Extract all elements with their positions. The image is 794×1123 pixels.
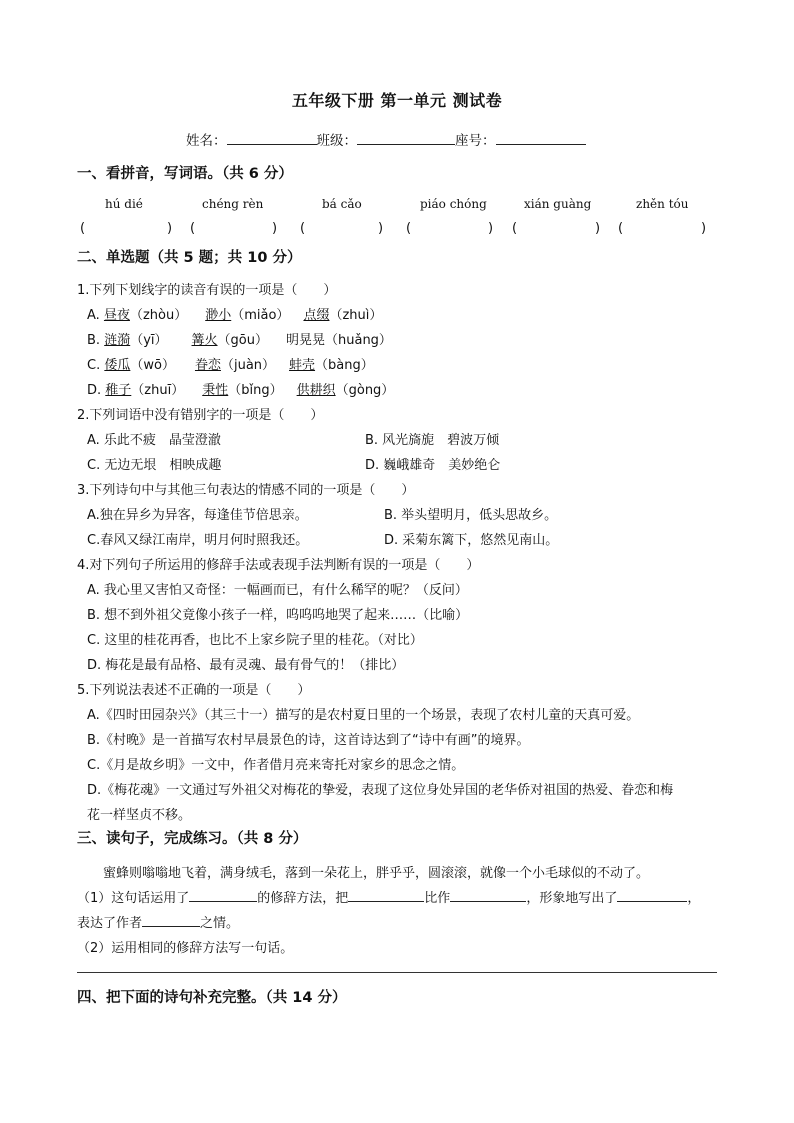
text: ，形象地写出了 [526, 891, 618, 906]
q3-stem: 3.下列诗句中与其他三句表达的情感不同的一项是（ ） [77, 483, 415, 498]
pinyin: （zhuì） [329, 308, 383, 323]
answer-box-2-open: ( [190, 221, 196, 236]
name-label: 姓名： [186, 133, 227, 149]
q3-option-c[interactable]: C.春风又绿江南岸，明月何时照我还。 [87, 533, 309, 548]
section2-heading: 二、单选题（共 5 题；共 10 分） [77, 250, 302, 266]
answer-box-3-close: ) [378, 221, 384, 236]
pinyin: （huǎng） [325, 333, 392, 348]
word: 明晃晃 [285, 333, 325, 348]
pinyin-3: bá cǎo [322, 197, 362, 211]
q1-option-a[interactable] [87, 304, 382, 323]
section1-heading: 一、看拼音，写词语。（共 6 分） [77, 166, 293, 182]
q5-option-b[interactable]: B.《村晚》是一首描写农村早晨景色的诗，这首诗达到了“诗中有画”的境界。 [87, 733, 530, 748]
pinyin: （yī） [130, 333, 168, 348]
answer-box-6-open: ( [618, 221, 624, 236]
text: 比作 [424, 891, 451, 906]
option-label: D. [87, 383, 106, 398]
word: 渺小 [205, 308, 232, 323]
answer-blank[interactable] [142, 912, 200, 927]
answer-blank[interactable] [348, 887, 424, 902]
answer-box-6-close: ) [701, 221, 707, 236]
page-title: 五年级下册 第一单元 测试卷 [291, 91, 503, 110]
pinyin-1: hú dié [105, 197, 143, 211]
word: 秉性 [202, 383, 229, 398]
pinyin: （zhòu） [129, 308, 188, 323]
q1-stem: 1.下列下划线字的读音有误的一项是（ ） [77, 283, 337, 298]
q2-option-b[interactable]: B. 风光旖旎 碧波万倾 [365, 433, 500, 448]
answer-box-1-close: ) [167, 221, 173, 236]
student-info-line [186, 129, 586, 149]
pinyin-2: chéng rèn [202, 197, 264, 211]
q5-option-c[interactable]: C.《月是故乡明》一文中，作者借月亮来寄托对家乡的思念之情。 [87, 758, 465, 773]
q4-option-a[interactable]: A. 我心里又害怕又奇怪：一幅画而已，有什么稀罕的呢？（反问） [87, 583, 468, 598]
q2-option-a[interactable]: A. 乐此不疲 晶莹澄澈 [87, 433, 221, 448]
q3-option-a[interactable]: A.独在异乡为异客，每逢佳节倍思亲。 [87, 508, 308, 523]
section3-heading: 三、读句子，完成练习。（共 8 分） [77, 831, 308, 847]
reading-passage: 蜜蜂则嗡嗡地飞着，满身绒毛，落到一朵花上，胖乎乎，圆滚滚，就像一个小毛球似的不动了。 [103, 866, 650, 881]
word: 点缀 [303, 308, 330, 323]
q1-option-d[interactable] [87, 379, 394, 398]
pinyin: （wō） [130, 358, 175, 373]
q2-option-c[interactable]: C. 无边无垠 相映成趣 [87, 458, 222, 473]
name-blank[interactable] [227, 130, 317, 145]
q3-1-line [77, 887, 700, 906]
text: ， [687, 891, 701, 906]
answer-box-5-open: ( [512, 221, 518, 236]
q2-stem: 2.下列词语中没有错别字的一项是（ ） [77, 408, 324, 423]
q4-option-c[interactable]: C. 这里的桂花再香，也比不上家乡院子里的桂花。（对比） [87, 633, 423, 648]
pinyin: （gōu） [217, 333, 268, 348]
pinyin: （juàn） [220, 358, 276, 373]
answer-box-2-close: ) [272, 221, 278, 236]
q5-option-d[interactable]: D.《梅花魂》一文通过写外祖父对梅花的挚爱，表现了这位身处异国的老华侨对祖国的热爱、眷恋和梅 [87, 783, 674, 798]
seat-blank[interactable] [496, 130, 586, 145]
answer-blank[interactable] [450, 887, 526, 902]
pinyin-6: zhěn tóu [636, 197, 689, 211]
q5-option-a[interactable]: A.《四时田园杂兴》（其三十一）描写的是农村夏日里的一个场景，表现了农村儿童的天真可爱。 [87, 708, 640, 723]
word: 倭瓜 [104, 358, 131, 373]
pinyin: （zhuī） [131, 383, 185, 398]
seat-label: 座号： [455, 133, 496, 149]
word: 昼夜 [103, 308, 130, 323]
q5-option-d-cont: 花一样坚贞不移。 [87, 808, 192, 823]
answer-blank[interactable] [189, 887, 257, 902]
section4-heading: 四、把下面的诗句补充完整。（共 14 分） [77, 990, 347, 1006]
word: 涟漪 [104, 333, 131, 348]
option-label: C. [87, 358, 105, 373]
q3-2-line: （2）运用相同的修辞方法写一句话。 [77, 941, 294, 956]
answer-box-3-open: ( [300, 221, 306, 236]
word: 眷恋 [194, 358, 221, 373]
q1-option-b[interactable] [87, 329, 392, 348]
pinyin-5: xián guàng [524, 197, 592, 211]
answer-blank[interactable] [617, 887, 687, 902]
pinyin: （miǎo） [231, 308, 290, 323]
pinyin-4: piáo chóng [420, 197, 487, 211]
word: 稚子 [105, 383, 132, 398]
q5-stem: 5.下列说法表述不正确的一项是（ ） [77, 683, 311, 698]
option-label: B. [87, 333, 105, 348]
q3-1-line2 [77, 912, 239, 931]
q2-option-d[interactable]: D. 巍峨雄奇 美妙绝仑 [365, 458, 501, 473]
word: 供耕织 [296, 383, 336, 398]
text: 之情。 [200, 916, 240, 931]
q4-option-b[interactable]: B. 想不到外祖父竟像小孩子一样，呜呜呜地哭了起来……（比喻） [87, 608, 469, 623]
q4-option-d[interactable]: D. 梅花是最有品格、最有灵魂、最有骨气的！（排比） [87, 658, 405, 673]
class-blank[interactable] [357, 130, 455, 145]
word: 蚌壳 [289, 358, 316, 373]
pinyin: （bǐng） [228, 383, 283, 398]
word: 篝火 [191, 333, 218, 348]
text: 表达了作者 [77, 916, 143, 931]
answer-box-1-open: ( [80, 221, 86, 236]
pinyin: （gòng） [335, 383, 395, 398]
q3-option-d[interactable]: D. 采菊东篱下，悠然见南山。 [384, 533, 559, 548]
q3-option-b[interactable]: B. 举头望明月，低头思故乡。 [384, 508, 558, 523]
option-label: A. [87, 308, 104, 323]
q4-stem: 4.对下列句子所运用的修辞手法或表现手法判断有误的一项是（ ） [77, 558, 480, 573]
answer-box-4-open: ( [406, 221, 412, 236]
answer-box-4-close: ) [488, 221, 494, 236]
pinyin: （bàng） [315, 358, 374, 373]
answer-box-5-close: ) [595, 221, 601, 236]
text: 的修辞方法，把 [257, 891, 349, 906]
text: （1）这句话运用了 [77, 891, 190, 906]
class-label: 班级： [316, 133, 357, 149]
answer-writing-line[interactable] [77, 972, 717, 973]
q1-option-c[interactable] [87, 354, 374, 373]
